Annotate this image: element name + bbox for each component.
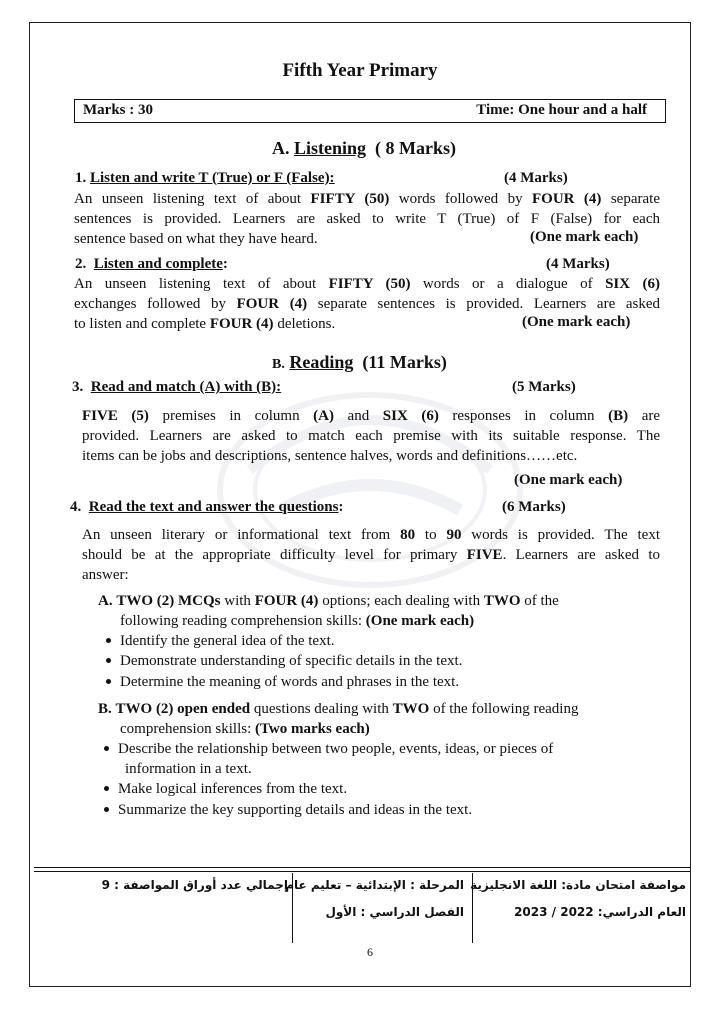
q4-line1: An unseen literary or informational text from 80 to 90 words is provided. The text <box>82 527 660 543</box>
q3-line3: items can be jobs and descriptions, sentence halves, words and definitions……etc. <box>82 448 578 464</box>
part-a-line2: following reading comprehension skills: (One mark each) <box>120 613 475 629</box>
part-b-line1: B. TWO (2) open ended questions dealing with TWO of the following reading <box>98 701 579 717</box>
part-b-bullet: Make logical inferences from the text. <box>104 779 347 799</box>
q4-line2: should be at the appropriate difficulty level for primary FIVE. Learners are asked to <box>82 547 660 563</box>
q2-marks: (4 Marks) <box>546 256 610 272</box>
part-b-line2: comprehension skills: (Two marks each) <box>120 721 370 737</box>
q2-each: (One mark each) <box>522 314 631 330</box>
q3-line1: FIVE (5) premises in column (A) and SIX (6) responses in column (B) are <box>82 408 661 424</box>
q3-each: (One mark each) <box>514 472 623 488</box>
footer-term: الفصل الدراسي : الأول <box>325 905 464 919</box>
q1-line2: sentences is provided. Learners are asked to write T (True) of F (False) for each <box>74 211 660 227</box>
footer-year: العام الدراسي: 2022 / 2023 <box>514 905 686 919</box>
q1-line3: sentence based on what they have heard. <box>74 231 318 247</box>
q2-line1: An unseen listening text of about FIFTY (50) words or a dialogue of SIX (6) <box>74 276 661 292</box>
marks-time-box <box>74 99 666 123</box>
footer-rule <box>34 867 690 868</box>
q1-line1: An unseen listening text of about FIFTY (50) words followed by FOUR (4) separate <box>74 191 660 207</box>
section-b-heading: B. Reading (11 Marks) <box>272 352 447 372</box>
part-b-bullet-cont: information in a text. <box>125 761 252 777</box>
q1-marks: (4 Marks) <box>504 170 568 186</box>
section-a-heading: A. Listening ( 8 Marks) <box>272 138 457 158</box>
part-a-bullet: Determine the meaning of words and phrases in the text. <box>106 672 459 692</box>
part-a-bullet: Identify the general idea of the text. <box>106 631 335 651</box>
q4-marks: (6 Marks) <box>502 499 566 515</box>
bullet-icon <box>104 746 109 751</box>
part-b-bullet: Summarize the key supporting details and ideas in the text. <box>104 800 472 820</box>
page-number: 6 <box>367 945 373 959</box>
total-marks: Marks : 30 <box>83 102 153 118</box>
page-title: Fifth Year Primary <box>282 60 438 81</box>
q3-heading: 3. Read and match (A) with (B): <box>72 379 282 395</box>
part-b-bullet: Describe the relationship between two people, events, ideas, or pieces of <box>104 739 553 759</box>
bullet-icon <box>106 638 111 643</box>
bullet-icon <box>104 786 109 791</box>
bullet-icon <box>106 679 111 684</box>
footer-total-sheets: إجمالي عدد أوراق المواصفة : 9 <box>101 878 288 892</box>
exam-time: Time: One hour and a half <box>476 102 647 118</box>
q1-heading: 1. Listen and write T (True) or F (False): <box>75 170 335 186</box>
q4-heading: 4. Read the text and answer the questions: <box>70 499 344 515</box>
q3-line2: provided. Learners are asked to match each premise with its suitable response. The <box>82 428 660 444</box>
bullet-icon <box>106 658 111 663</box>
q4-line3: answer: <box>82 567 129 583</box>
footer-stage: المرحلة : الإبتدائية – تعليم عام <box>285 878 464 892</box>
q1-each: (One mark each) <box>530 229 639 245</box>
part-a-line1: A. TWO (2) MCQs with FOUR (4) options; each dealing with TWO of the <box>98 593 559 609</box>
q2-line2: exchanges followed by FOUR (4) separate sentences is provided. Learners are asked <box>74 296 660 312</box>
footer-rule <box>34 871 690 872</box>
bullet-icon <box>104 807 109 812</box>
footer-subject: مواصفة امتحان مادة: اللغة الانجليزية <box>470 878 686 892</box>
q2-line3: to listen and complete FOUR (4) deletions. <box>74 316 336 332</box>
q2-heading: 2. Listen and complete: <box>75 256 228 272</box>
q3-marks: (5 Marks) <box>512 379 576 395</box>
part-a-bullet: Demonstrate understanding of specific details in the text. <box>106 651 462 671</box>
